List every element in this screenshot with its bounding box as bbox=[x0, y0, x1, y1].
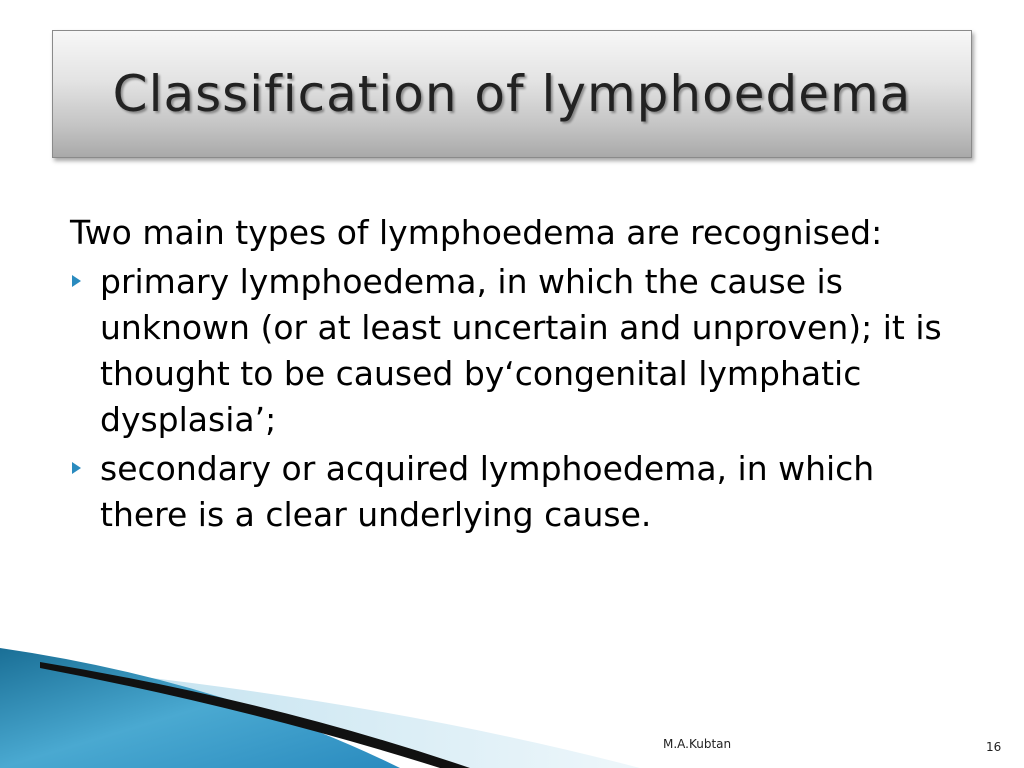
bullet-item-secondary bbox=[70, 446, 970, 538]
intro-paragraph bbox=[70, 210, 970, 256]
triangle-bullet-icon bbox=[72, 275, 81, 287]
intro-colon: : bbox=[871, 213, 883, 252]
swoosh-blue-band bbox=[0, 648, 400, 768]
slide-body bbox=[70, 210, 970, 538]
slide-title: Classification of lymphoedema bbox=[112, 65, 912, 123]
title-box bbox=[52, 30, 972, 158]
triangle-bullet-icon bbox=[72, 462, 81, 474]
swoosh-light-band bbox=[60, 668, 640, 768]
bullet-text-secondary: secondary or acquired lymphoedema, in which there is a clear underlying cause. bbox=[100, 449, 875, 534]
swoosh-dark-band bbox=[40, 662, 470, 768]
intro-text: Two main types of lymphoedema are recognised bbox=[70, 213, 872, 252]
bullet-text-primary: primary lymphoedema, in which the cause is unknown (or at least uncertain and unproven); it is thought to be caused by‘congenital lymphatic dysplasia’; bbox=[100, 262, 942, 439]
bullet-item-primary bbox=[70, 259, 970, 443]
footer-author: M.A.Kubtan bbox=[663, 737, 732, 751]
footer-page-number: 16 bbox=[986, 740, 1002, 754]
bullet-list bbox=[70, 259, 970, 538]
